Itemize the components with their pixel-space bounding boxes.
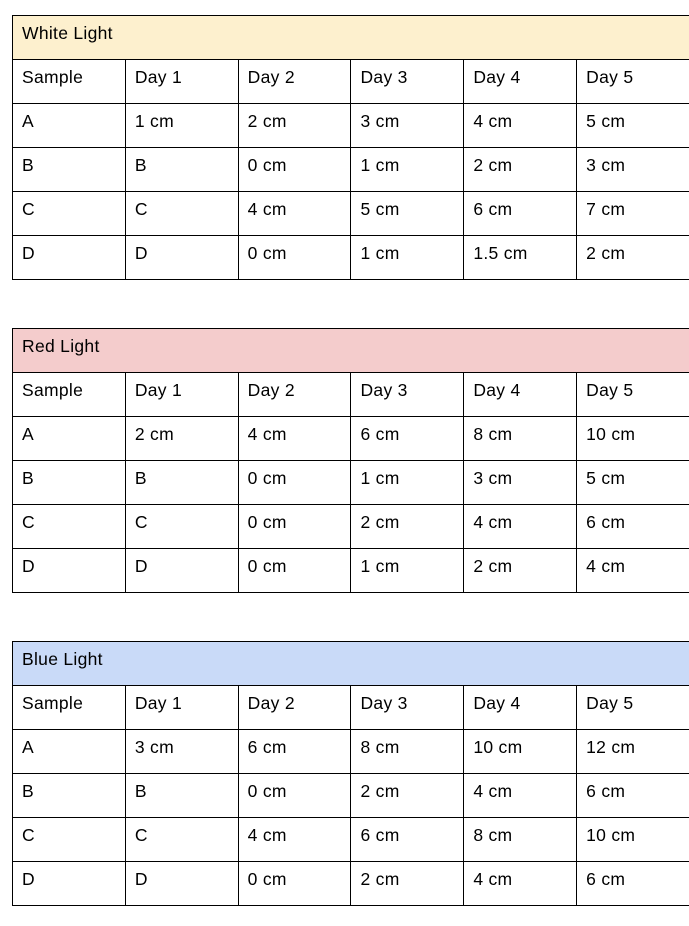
table-cell: 8 cm — [351, 730, 464, 774]
table-row-a — [13, 730, 689, 774]
table-row-c — [13, 192, 689, 236]
table-cell: C — [125, 818, 238, 862]
table-cell: B — [125, 774, 238, 818]
table-cell: 6 cm — [238, 730, 351, 774]
table-cell: 3 cm — [351, 104, 464, 148]
table-cell: B — [125, 148, 238, 192]
table-cell: 3 cm — [464, 461, 577, 505]
table-title: Blue Light — [13, 642, 689, 686]
table-row-d — [13, 862, 689, 906]
table-cell: 2 cm — [351, 862, 464, 906]
table-cell: 4 cm — [464, 505, 577, 549]
table-cell: 8 cm — [464, 417, 577, 461]
column-header-day-2: Day 2 — [238, 60, 351, 104]
column-header-day-3: Day 3 — [351, 60, 464, 104]
table-cell: 10 cm — [464, 730, 577, 774]
table-cell: 7 cm — [577, 192, 689, 236]
column-header-sample: Sample — [13, 373, 126, 417]
table-cell: 4 cm — [464, 104, 577, 148]
table-cell: C — [13, 192, 126, 236]
table-cell: 1 cm — [351, 236, 464, 280]
table-row-a — [13, 104, 689, 148]
table-cell: 5 cm — [577, 461, 689, 505]
table-cell: D — [13, 862, 126, 906]
table-cell: 10 cm — [577, 818, 689, 862]
white-light-table — [12, 15, 689, 280]
column-header-day-4: Day 4 — [464, 60, 577, 104]
table-row-a — [13, 417, 689, 461]
table-row-d — [13, 549, 689, 593]
table-cell: 1 cm — [125, 104, 238, 148]
table-cell: D — [125, 236, 238, 280]
table-cell: B — [13, 148, 126, 192]
table-cell: 12 cm — [577, 730, 689, 774]
blue-light-table-section — [12, 641, 689, 906]
table-title-row — [13, 329, 689, 373]
table-cell: 5 cm — [577, 104, 689, 148]
column-header-day-4: Day 4 — [464, 686, 577, 730]
table-cell: A — [13, 730, 126, 774]
table-cell: 5 cm — [351, 192, 464, 236]
column-header-day-4: Day 4 — [464, 373, 577, 417]
table-cell: 8 cm — [464, 818, 577, 862]
table-cell: 4 cm — [577, 549, 689, 593]
table-cell: 6 cm — [351, 417, 464, 461]
table-cell: D — [13, 549, 126, 593]
table-title-row — [13, 642, 689, 686]
column-header-day-3: Day 3 — [351, 373, 464, 417]
table-cell: 0 cm — [238, 236, 351, 280]
column-header-day-1: Day 1 — [125, 373, 238, 417]
table-cell: 0 cm — [238, 505, 351, 549]
table-cell: C — [13, 818, 126, 862]
table-cell: 6 cm — [464, 192, 577, 236]
table-cell: 2 cm — [351, 774, 464, 818]
table-row-c — [13, 818, 689, 862]
column-header-day-3: Day 3 — [351, 686, 464, 730]
red-light-table-section — [12, 328, 689, 593]
table-cell: 0 cm — [238, 461, 351, 505]
table-cell: 2 cm — [125, 417, 238, 461]
table-title-row — [13, 16, 689, 60]
table-cell: 0 cm — [238, 549, 351, 593]
table-cell: 1 cm — [351, 148, 464, 192]
header-row — [13, 60, 689, 104]
table-cell: C — [13, 505, 126, 549]
table-cell: B — [13, 774, 126, 818]
header-row — [13, 373, 689, 417]
table-cell: A — [13, 417, 126, 461]
table-cell: 4 cm — [238, 192, 351, 236]
table-cell: 6 cm — [577, 774, 689, 818]
column-header-day-5: Day 5 — [577, 373, 689, 417]
table-cell: A — [13, 104, 126, 148]
table-cell: 0 cm — [238, 862, 351, 906]
table-cell: 6 cm — [351, 818, 464, 862]
table-cell: 4 cm — [464, 862, 577, 906]
table-cell: B — [13, 461, 126, 505]
column-header-sample: Sample — [13, 60, 126, 104]
table-cell: 4 cm — [464, 774, 577, 818]
table-cell: 4 cm — [238, 417, 351, 461]
table-cell: C — [125, 192, 238, 236]
table-cell: 10 cm — [577, 417, 689, 461]
column-header-sample: Sample — [13, 686, 126, 730]
table-cell: C — [125, 505, 238, 549]
table-cell: D — [125, 862, 238, 906]
table-cell: 1 cm — [351, 461, 464, 505]
table-cell: 1.5 cm — [464, 236, 577, 280]
column-header-day-1: Day 1 — [125, 60, 238, 104]
column-header-day-2: Day 2 — [238, 373, 351, 417]
table-cell: 4 cm — [238, 818, 351, 862]
table-cell: 0 cm — [238, 148, 351, 192]
table-cell: D — [13, 236, 126, 280]
column-header-day-5: Day 5 — [577, 686, 689, 730]
table-row-c — [13, 505, 689, 549]
table-cell: 2 cm — [351, 505, 464, 549]
table-row-d — [13, 236, 689, 280]
table-row-b — [13, 461, 689, 505]
table-cell: 2 cm — [577, 236, 689, 280]
table-cell: 3 cm — [125, 730, 238, 774]
header-row — [13, 686, 689, 730]
table-cell: 2 cm — [238, 104, 351, 148]
blue-light-table — [12, 641, 689, 906]
table-cell: D — [125, 549, 238, 593]
red-light-table — [12, 328, 689, 593]
column-header-day-1: Day 1 — [125, 686, 238, 730]
table-cell: B — [125, 461, 238, 505]
table-cell: 6 cm — [577, 505, 689, 549]
table-cell: 3 cm — [577, 148, 689, 192]
table-cell: 2 cm — [464, 549, 577, 593]
table-title: Red Light — [13, 329, 689, 373]
table-cell: 2 cm — [464, 148, 577, 192]
table-row-b — [13, 148, 689, 192]
table-cell: 0 cm — [238, 774, 351, 818]
table-cell: 1 cm — [351, 549, 464, 593]
table-title: White Light — [13, 16, 689, 60]
table-cell: 6 cm — [577, 862, 689, 906]
table-row-b — [13, 774, 689, 818]
column-header-day-5: Day 5 — [577, 60, 689, 104]
column-header-day-2: Day 2 — [238, 686, 351, 730]
white-light-table-section — [12, 15, 689, 280]
